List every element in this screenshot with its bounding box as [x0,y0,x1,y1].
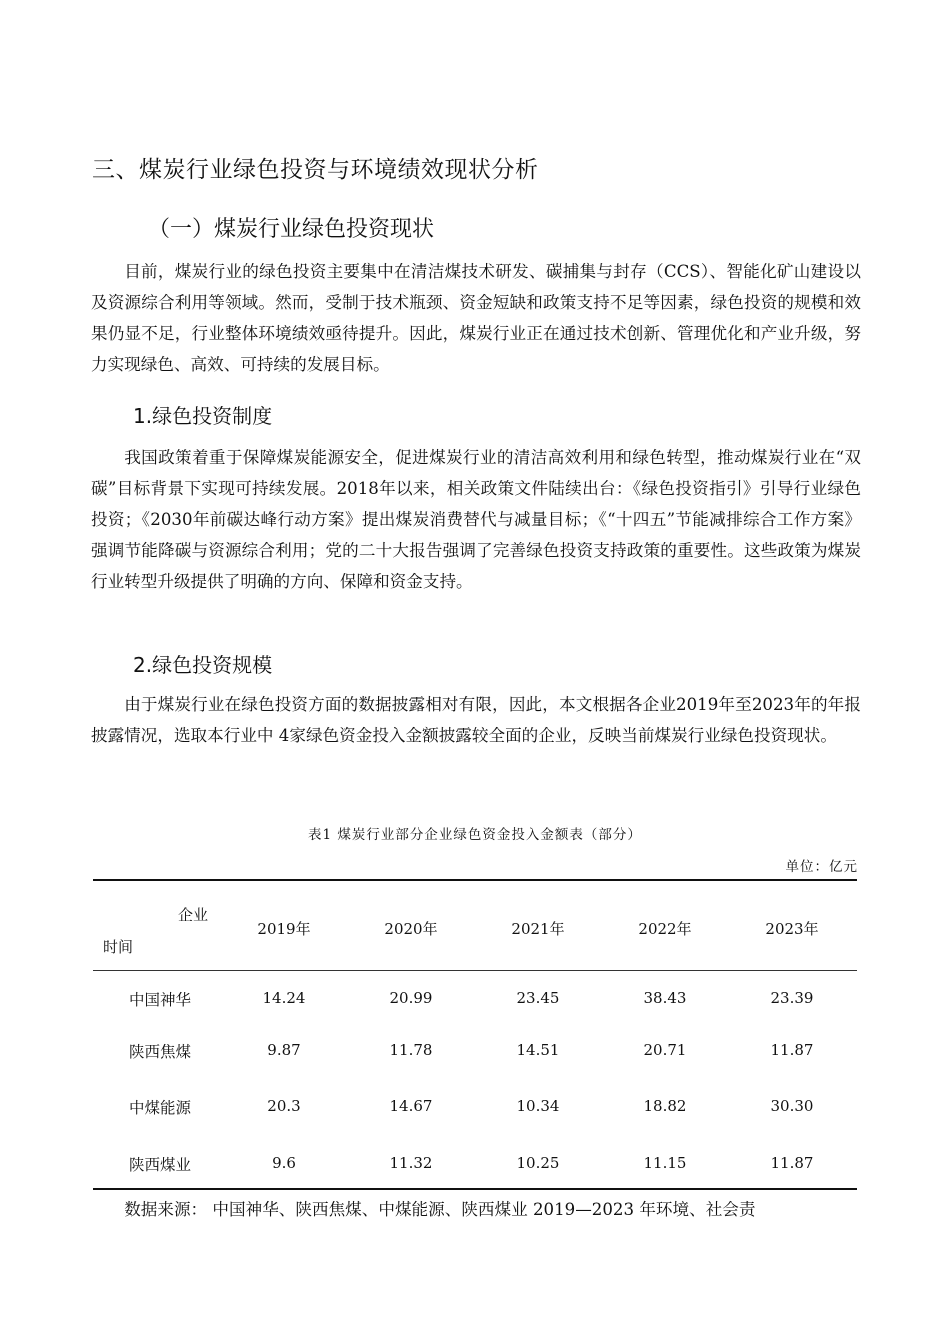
table-bottom-rule [93,1188,857,1190]
row-company: 陕西煤业 [128,1156,191,1174]
table-cell: 11.78 [389,1041,433,1059]
part1-heading: 1.绿色投资制度 [133,404,273,428]
table-cell: 11.87 [770,1154,814,1172]
table-cell: 11.87 [770,1041,814,1059]
table-cell: 14.67 [389,1097,433,1115]
table-unit: 单位：亿元 [785,859,858,875]
header-year: 2022年 [638,920,692,938]
header-year: 2021年 [511,920,565,938]
part2-paragraph: 由于煤炭行业在绿色投资方面的数据披露相对有限，因此，本文根据各企业2019年至2023年的年报披露情况，选取本行业中 4家绿色资金投入金额披露较全面的企业，反映当前煤炭行业绿色投资现状。 [91,695,861,745]
table-cell: 23.39 [770,989,814,1007]
part2-heading: 2.绿色投资规模 [133,653,273,677]
header-year: 2023年 [765,920,819,938]
table-cell: 14.24 [262,989,306,1007]
header-year: 2020年 [384,920,438,938]
table-header-rule [93,970,857,971]
table-caption: 表1 煤炭行业部分企业绿色资金投入金额表（部分） [308,827,642,843]
table-cell: 30.30 [770,1097,814,1115]
table-cell: 20.71 [643,1041,687,1059]
header-corner-time: 时间 [103,938,134,956]
table-cell: 20.3 [267,1097,301,1115]
part1-paragraph: 我国政策着重于保障煤炭能源安全，促进煤炭行业的清洁高效利用和绿色转型，推动煤炭行业在“双碳”目标背景下实现可持续发展。2018年以来，相关政策文件陆续出台：《绿色投资指引》引导行业绿色投资；《2030年前碳达峰行动方案》提出煤炭消费替代与减量目标；《“十四五”节能减排综合工作方案》强调节能降碳与资源综合利用；党的二十大报告强调了完善绿色投资支持政策的重要性。这些政策为煤炭行业转型升级提供了明确的方向、保障和资金支持。 [91,448,861,591]
table-cell: 14.51 [516,1041,560,1059]
table-cell: 11.32 [389,1154,433,1172]
table-source-note: 数据来源： 中国神华、陕西焦煤、中煤能源、陕西煤业 2019—2023 年环境、社会责 [124,1200,756,1219]
row-company: 中国神华 [128,991,191,1009]
table-cell: 38.43 [643,989,687,1007]
row-company: 中煤能源 [128,1099,191,1117]
table-cell: 10.34 [516,1097,560,1115]
table-cell: 11.15 [643,1154,687,1172]
subsection-title: （一）煤炭行业绿色投资现状 [148,217,435,242]
header-year: 2019年 [257,920,311,938]
table-cell: 20.99 [389,989,433,1007]
header-corner-company: 企业 [178,906,209,924]
table-cell: 23.45 [516,989,560,1007]
table-cell: 10.25 [516,1154,560,1172]
table-cell: 9.6 [272,1154,296,1172]
intro-paragraph: 目前，煤炭行业的绿色投资主要集中在清洁煤技术研发、碳捕集与封存（CCS）、智能化矿山建设以及资源综合利用等领域。然而，受制于技术瓶颈、资金短缺和政策支持不足等因素，绿色投资的规模和效果仍显不足，行业整体环境绩效亟待提升。因此，煤炭行业正在通过技术创新、管理优化和产业升级，努力实现绿色、高效、可持续的发展目标。 [91,262,861,374]
table-cell: 18.82 [643,1097,687,1115]
section-title: 三、煤炭行业绿色投资与环境绩效现状分析 [92,157,539,183]
table-cell: 9.87 [267,1041,301,1059]
table-top-rule [93,879,857,881]
row-company: 陕西焦煤 [128,1043,191,1061]
